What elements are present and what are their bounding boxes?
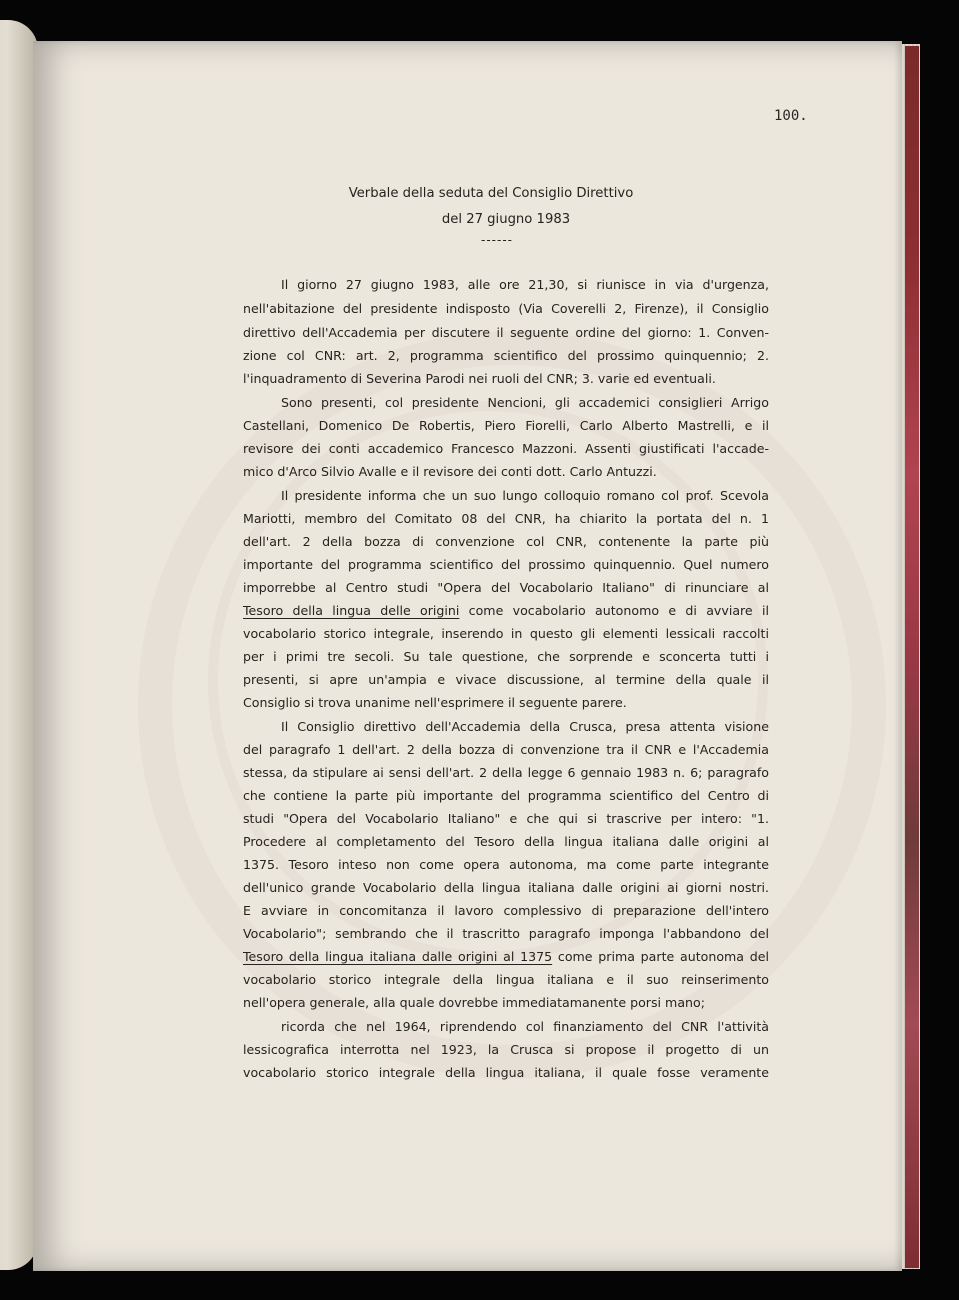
text-line: che contiene la parte più importante del programma scientifico del Centro di	[243, 788, 769, 803]
text-line: direttivo dell'Accademia per discutere il seguente ordine del giorno: 1. Conven-	[243, 325, 769, 340]
text-line: l'inquadramento di Severina Parodi nei ruoli del CNR; 3. varie ed eventuali.	[243, 371, 716, 386]
heading-line-1: Verbale della seduta del Consiglio Direttivo	[348, 186, 634, 201]
text-line: dell'unico grande Vocabolario della lingua italiana dalle origini ai giorni nostri.	[243, 880, 769, 895]
text-line: revisore dei conti accademico Francesco Mazzoni. Assenti giustificati l'accade-	[243, 441, 769, 456]
underlined-title: Tesoro della lingua delle origini	[243, 603, 460, 618]
text-line: Castellani, Domenico De Robertis, Piero Fiorelli, Carlo Alberto Mastrelli, e il	[243, 418, 769, 433]
text-line: lessicografica interrotta nel 1923, la Crusca si propose il progetto di un	[243, 1042, 769, 1057]
text-line: imporrebbe al Centro studi "Opera del Vocabolario Italiano" di rinunciare al	[243, 580, 769, 595]
text-line: per i primi tre secoli. Su tale questione, che sorprende e sconcerta tutti i	[243, 649, 769, 664]
text-line: 1375. Tesoro inteso non come opera autonoma, ma come parte integrante	[243, 857, 769, 872]
text-line: vocabolario storico integrale, inserendo in questo gli elementi lessicali raccolti	[243, 626, 769, 641]
text-line: Consiglio si trova unanime nell'esprimere il seguente parere.	[243, 695, 627, 710]
text-line: Il Consiglio direttivo dell'Accademia della Crusca, presa attenta visione	[281, 719, 769, 734]
text-line: presenti, si apre un'ampia e vivace discussione, al termine della quale il	[243, 672, 769, 687]
text-line: Sono presenti, col presidente Nencioni, gli accademici consiglieri Arrigo	[281, 395, 769, 410]
underlined-title: Tesoro della lingua italiana dalle origini al 1375	[243, 949, 553, 964]
text-line: nell'abitazione del presidente indisposto (Via Coverelli 2, Firenze), il Consiglio	[243, 301, 769, 316]
book-cover-edge	[905, 46, 919, 1268]
text-line: Mariotti, membro del Comitato 08 del CNR, ha chiarito la portata del n. 1	[243, 511, 769, 526]
text-line: E avviare in concomitanza il lavoro complessivo di preparazione dell'intero	[243, 903, 769, 918]
text-line-underlined: Tesoro della lingua italiana dalle origini al 1375 come prima parte autonoma del	[243, 949, 769, 964]
page-number: 100.	[774, 108, 808, 124]
heading-rule: ------	[481, 233, 513, 247]
heading-line-2: del 27 giugno 1983	[441, 212, 571, 227]
text-line: Vocabolario"; sembrando che il trascritto paragrafo imponga l'abbandono del	[243, 926, 769, 941]
text-line: del paragrafo 1 dell'art. 2 della bozza di convenzione tra il CNR e l'Accademia	[243, 742, 769, 757]
text-line: Il giorno 27 giugno 1983, alle ore 21,30, si riunisce in via d'urgenza,	[281, 277, 769, 292]
text-line-underlined: Tesoro della lingua delle origini come vocabolario autonomo e di avviare il	[243, 603, 769, 618]
text-line: importante del programma scientifico del prossimo quinquennio. Quel numero	[243, 557, 769, 572]
text-line: studi "Opera del Vocabolario Italiano" e che qui si trascrive per intero: "1.	[243, 811, 769, 826]
text-line: Procedere al completamento del Tesoro della lingua italiana dalle origini al	[243, 834, 769, 849]
text-line: vocabolario storico integrale della lingua italiana e il suo reinserimento	[243, 972, 769, 987]
text-line: dell'art. 2 della bozza di convenzione col CNR, contenente la parte più	[243, 534, 769, 549]
text-line: ricorda che nel 1964, riprendendo col finanziamento del CNR l'attività	[281, 1019, 769, 1034]
text-line: stessa, da stipulare ai sensi dell'art. 2 della legge 6 gennaio 1983 n. 6; paragrafo	[243, 765, 769, 780]
text-line: vocabolario storico integrale della lingua italiana, il quale fosse veramente	[243, 1065, 769, 1080]
text-line: zione col CNR: art. 2, programma scientifico del prossimo quinquennio; 2.	[243, 348, 769, 363]
text-line: nell'opera generale, alla quale dovrebbe immediatamanente porsi mano;	[243, 995, 705, 1010]
text-line: Il presidente informa che un suo lungo colloquio romano col prof. Scevola	[281, 488, 769, 503]
text-line: mico d'Arco Silvio Avalle e il revisore dei conti dott. Carlo Antuzzi.	[243, 464, 657, 479]
